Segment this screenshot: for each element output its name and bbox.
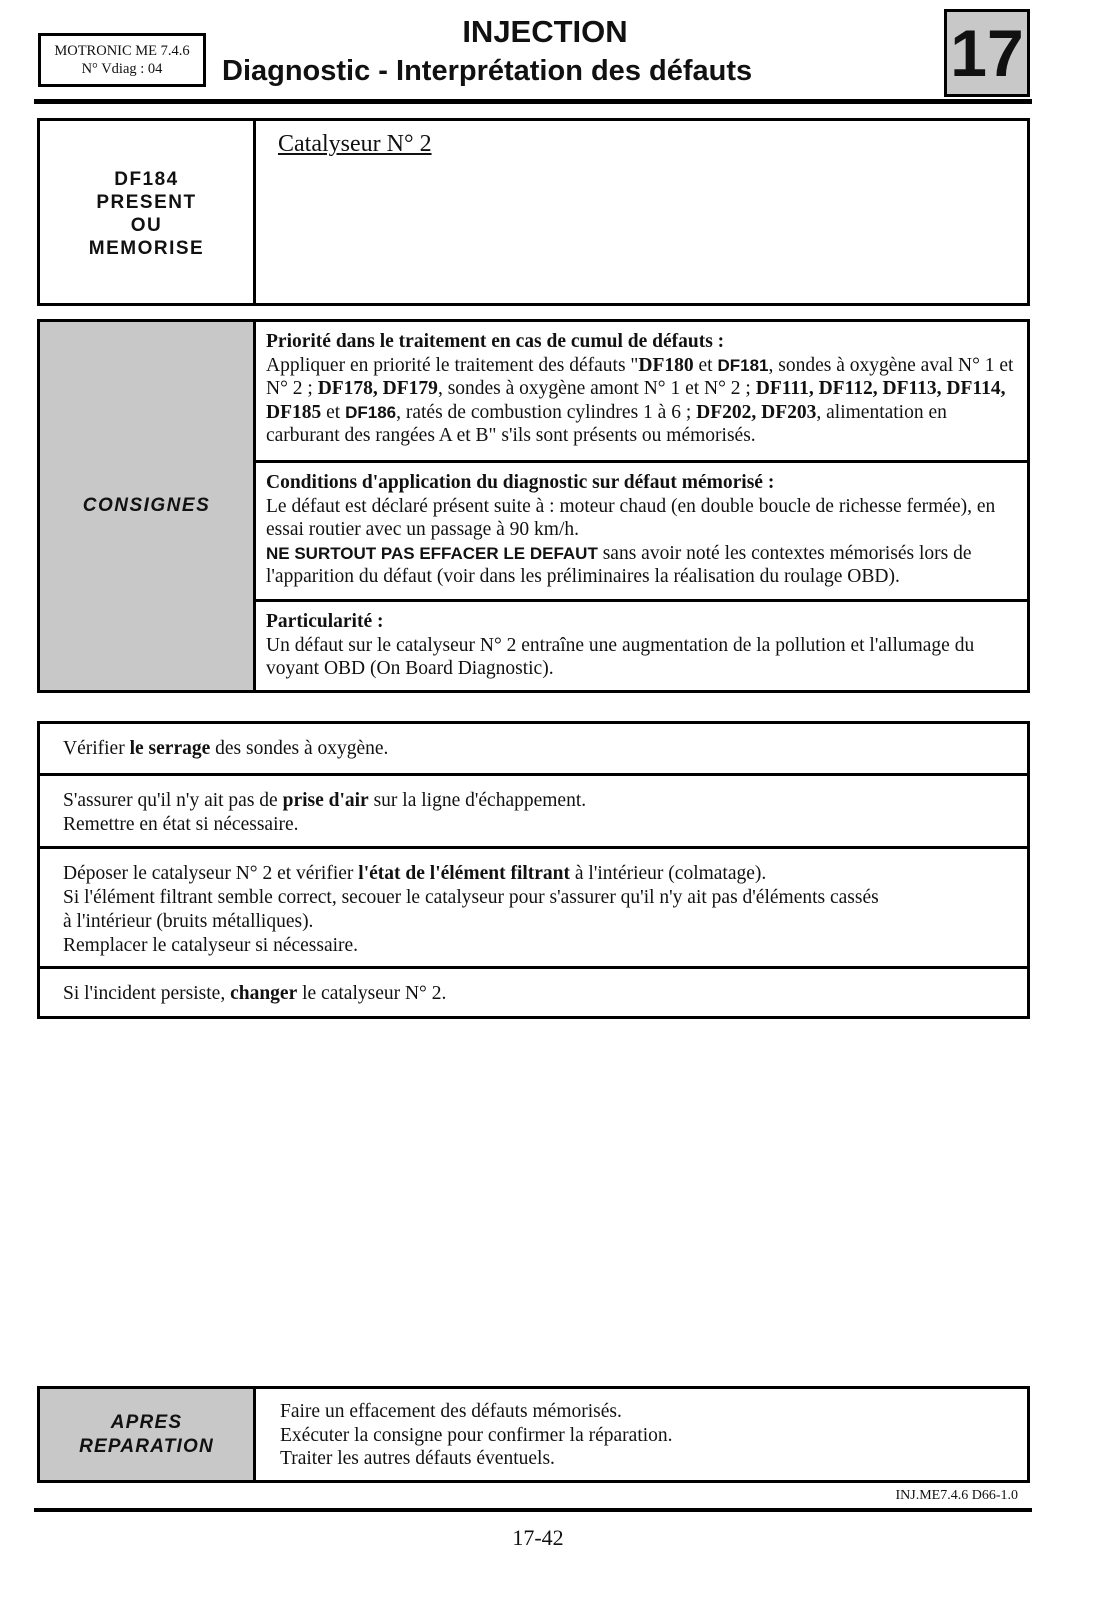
footer-divider bbox=[34, 1508, 1032, 1512]
ecu-model: MOTRONIC ME 7.4.6 bbox=[54, 43, 190, 59]
conditions-heading: Conditions d'application du diagnostic sur défaut mémorisé : bbox=[266, 472, 775, 493]
step-row: Vérifier le serrage des sondes à oxygène. bbox=[63, 738, 389, 759]
document-reference: INJ.ME7.4.6 D66-1.0 bbox=[895, 1488, 1018, 1503]
chapter-number: 17 bbox=[944, 9, 1030, 97]
fault-title: Catalyseur N° 2 bbox=[278, 131, 432, 157]
fault-code: DF184 bbox=[114, 169, 179, 190]
fault-status-memorised: MEMORISE bbox=[88, 238, 205, 259]
fault-status-cell bbox=[40, 121, 256, 303]
fault-ref: DF186 bbox=[345, 402, 397, 422]
particularite-cell bbox=[256, 599, 1027, 690]
fault-status-present: PRESENT bbox=[96, 192, 197, 213]
fault-ref: DF202, DF203 bbox=[696, 401, 817, 423]
particularite-heading: Particularité : bbox=[266, 611, 384, 632]
vdiag-number: N° Vdiag : 04 bbox=[81, 61, 163, 77]
fault-ref: DF178, DF179 bbox=[317, 378, 438, 399]
priority-text: Appliquer en priorité le traitement des défauts "DF180 et DF181, sondes à oxygène aval N° 1 et N° 2 ; DF178, DF179, sondes à oxygène amont N° 1 et N° 2 ; DF111, DF112, DF113, DF114, DF185 et DF186, ratés de combustion cylindres 1 à 6 ; DF202, DF203, alimentation en carburant des rangées A et B" s'ils sont présents ou mémorisés. bbox=[266, 354, 1014, 446]
conditions-warning-line: NE SURTOUT PAS EFFACER LE DEFAUT sans avoir noté les contextes mémorisés lors de l'apparition du défaut (voir dans les préliminaires la réalisation du roulage OBD). bbox=[266, 542, 972, 587]
page-title: Diagnostic - Interprétation des défauts bbox=[222, 55, 753, 87]
step-row: S'assurer qu'il n'y ait pas de prise d'air sur la ligne d'échappement. Remettre en état si nécessaire. bbox=[40, 773, 1027, 848]
consignes-box bbox=[37, 319, 1030, 693]
warning-text: NE SURTOUT PAS EFFACER LE DEFAUT bbox=[266, 543, 598, 563]
step-row: Déposer le catalyseur N° 2 et vérifier l'état de l'élément filtrant à l'intérieur (colmatage). Si l'élément filtrant semble correct, secouer le catalyseur pour s'assurer qu'il n'y ait pas d'éléments cassés à l'intérieur (bruits métalliques). Remplacer le catalyseur si nécessaire. bbox=[40, 846, 1027, 968]
priority-cell bbox=[256, 322, 1027, 462]
diagnostic-steps-box bbox=[37, 721, 1030, 1019]
particularite-text: Un défaut sur le catalyseur N° 2 entraîne une augmentation de la pollution et l'allumage du voyant OBD (On Board Diagnostic). bbox=[266, 634, 975, 679]
consignes-label: CONSIGNES bbox=[40, 322, 256, 690]
fault-ref: DF180 bbox=[638, 354, 694, 376]
conditions-cell bbox=[256, 460, 1027, 601]
after-repair-box bbox=[37, 1386, 1030, 1483]
page-number: 17-42 bbox=[512, 1525, 564, 1550]
conditions-text: Le défaut est déclaré présent suite à : moteur chaud (en double boucle de richesse fermée), en essai routier avec un passage à 90 km/h. bbox=[266, 495, 996, 540]
vehicle-reference-box bbox=[38, 33, 206, 87]
section-title: INJECTION bbox=[462, 14, 628, 49]
after-repair-instructions: Faire un effacement des défauts mémorisés. Exécuter la consigne pour confirmer la réparation. Traiter les autres défauts éventuels. bbox=[280, 1401, 673, 1469]
priority-heading: Priorité dans le traitement en cas de cumul de défauts : bbox=[266, 331, 725, 352]
after-repair-label: APRES REPARATION bbox=[40, 1389, 256, 1480]
fault-box bbox=[37, 118, 1030, 306]
fault-ref: DF111, DF112, DF113, DF114, DF185 bbox=[266, 378, 1006, 423]
fault-status-or: OU bbox=[130, 215, 163, 236]
step-row: Si l'incident persiste, changer le catalyseur N° 2. bbox=[40, 966, 1027, 1016]
header-divider bbox=[34, 99, 1032, 104]
fault-ref: DF181 bbox=[717, 355, 769, 375]
